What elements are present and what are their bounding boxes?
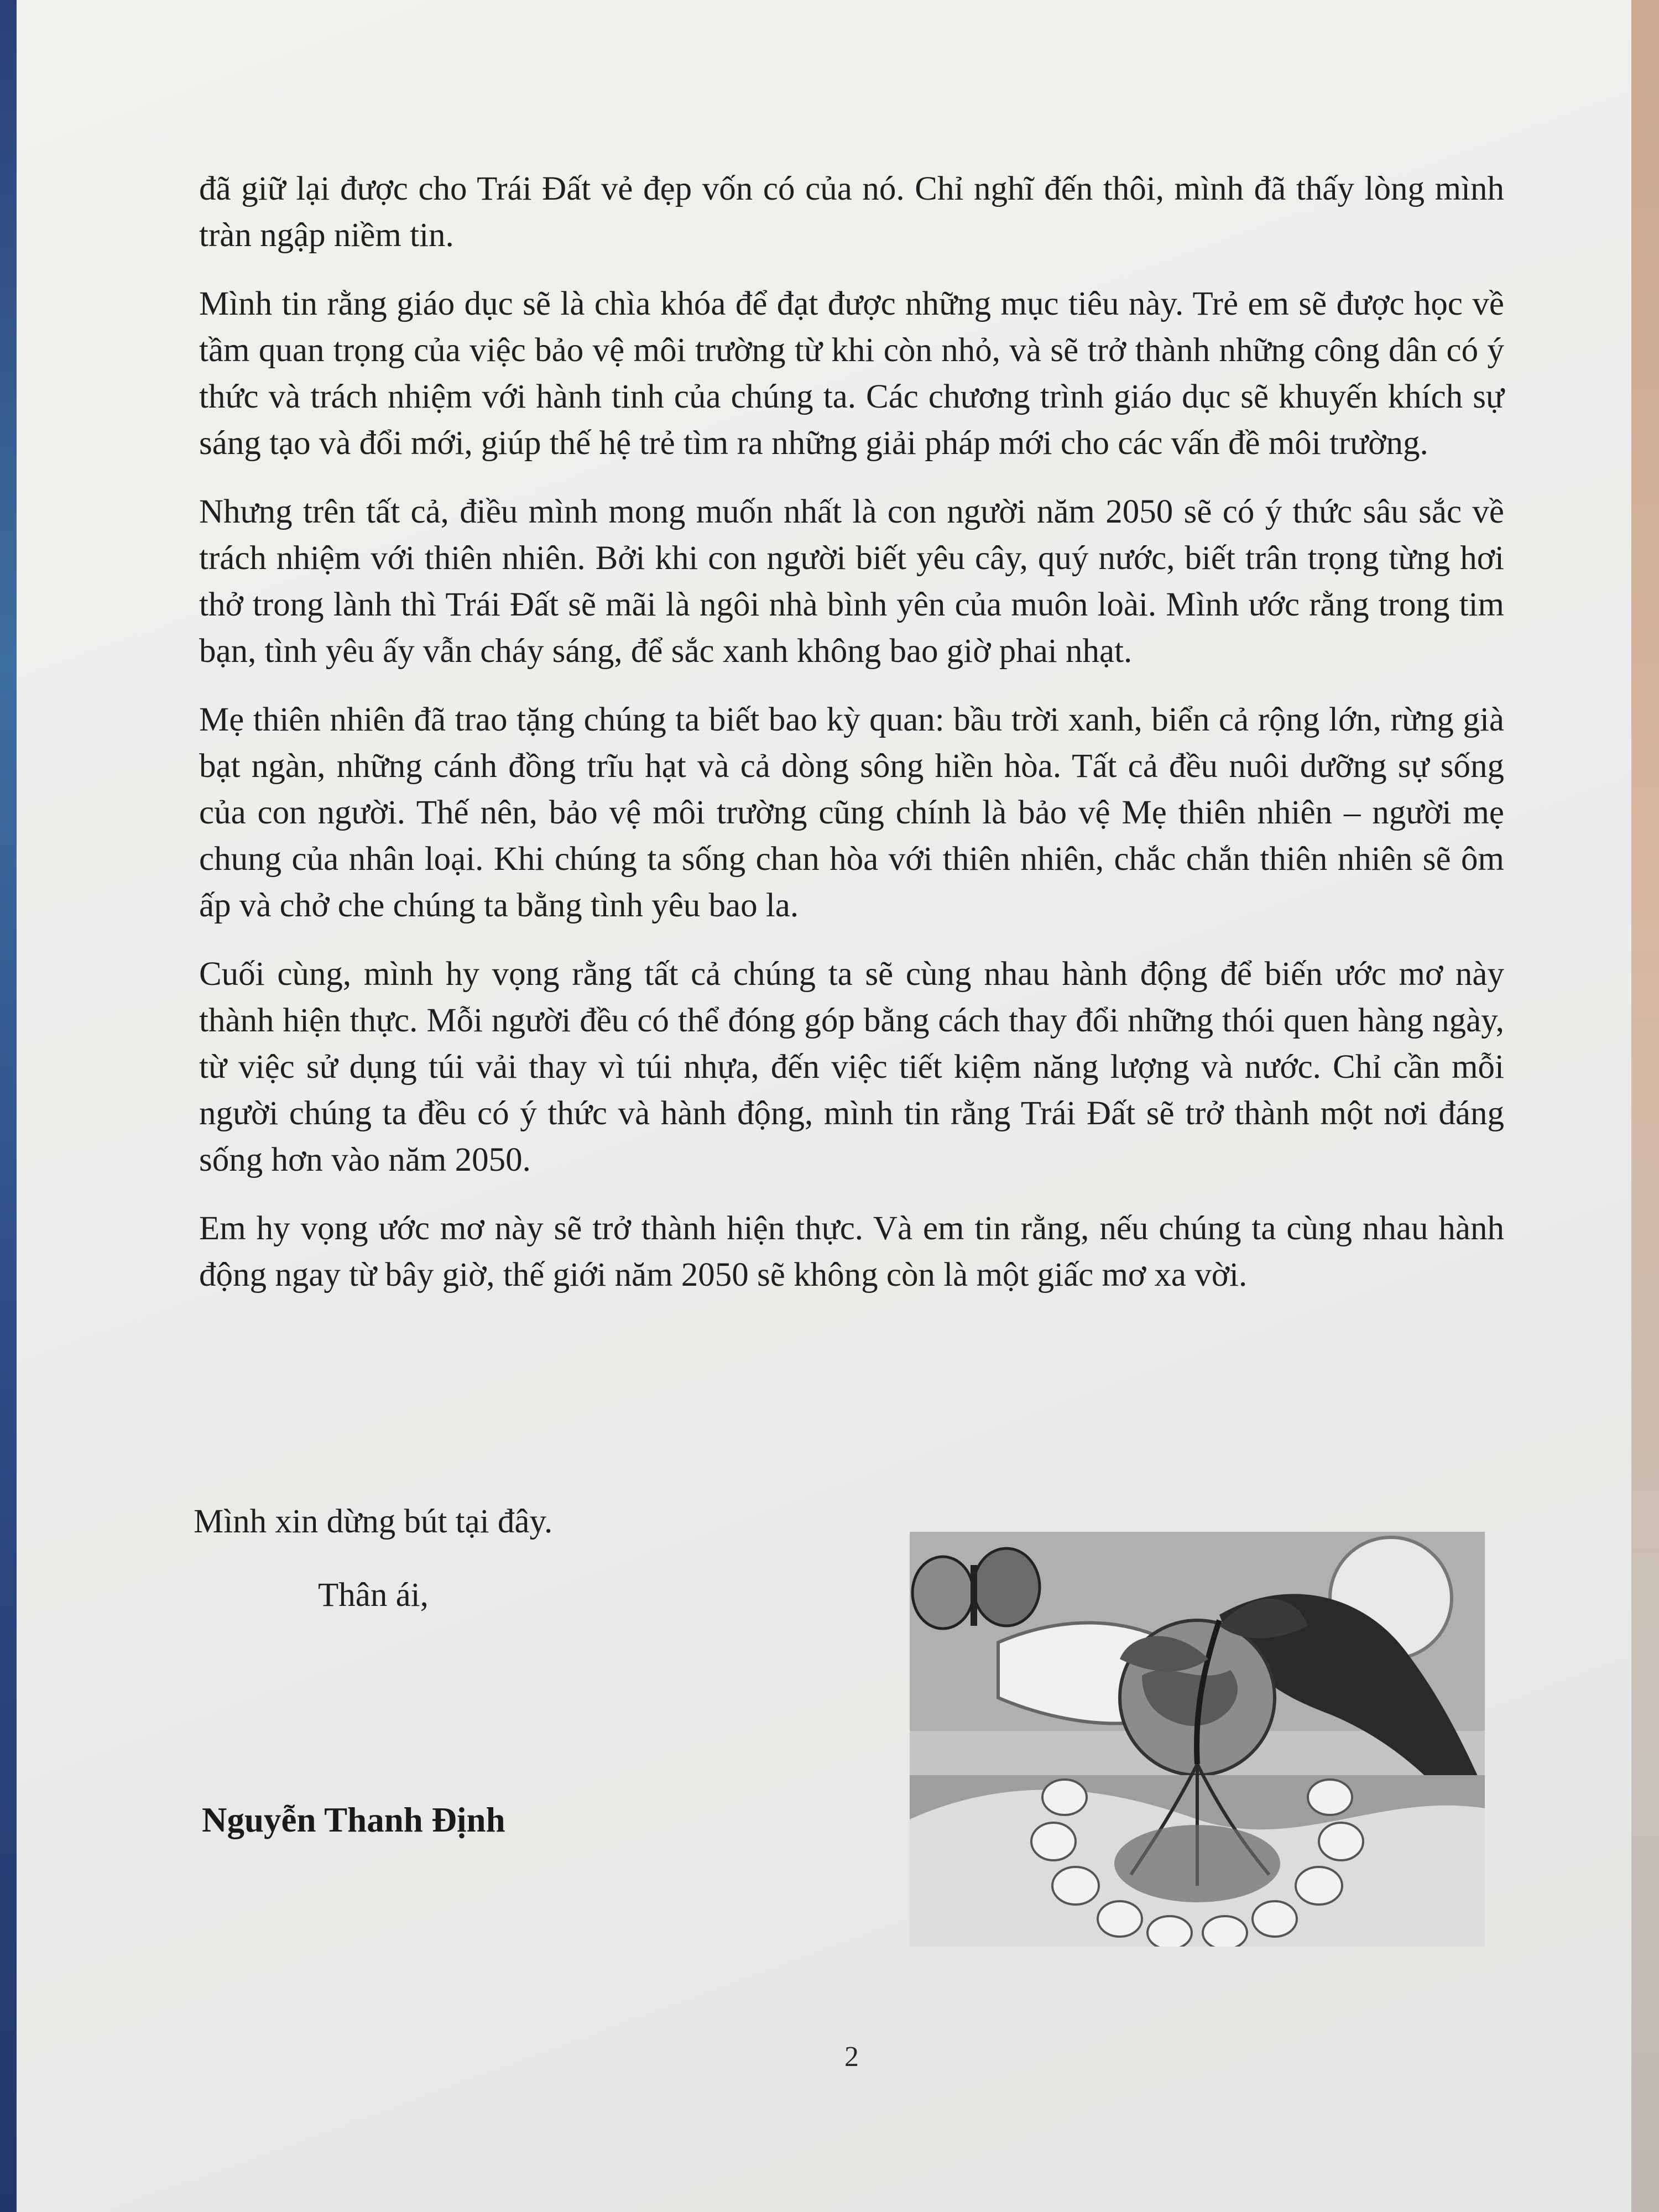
letter-body — [199, 166, 1504, 1321]
paragraph-4: Mẹ thiên nhiên đã trao tặng chúng ta biết bao kỳ quan: bầu trời xanh, biển cả rộng lớn, rừng già bạt ngàn, những cánh đồng trĩu hạt và cả dòng sông hiền hòa. Tất cả đều nuôi dưỡng sự sống của con người. Thế nên, bảo vệ môi trường cũng chính là bảo vệ Mẹ thiên nhiên – người mẹ chung của nhân loại. Khi chúng ta sống chan hòa với thiên nhiên, chắc chắn thiên nhiên sẽ ôm ấp và chở che chúng ta bằng tình yêu bao la. — [199, 701, 1504, 924]
paragraph-5: Cuối cùng, mình hy vọng rằng tất cả chúng ta sẽ cùng nhau hành động để biến ước mơ này thành hiện thực. Mỗi người đều có thể đóng góp bằng cách thay đổi những thói quen hàng ngày, từ việc sử dụng túi vải thay vì túi nhựa, đến việc tiết kiệm năng lượng và nước. Chỉ cần mỗi người chúng ta đều có ý thức và hành động, mình tin rằng Trái Đất sẽ trở thành một nơi đáng sống hơn vào năm 2050. — [199, 956, 1504, 1178]
letter-page — [17, 0, 1631, 2212]
illustration-drawing — [910, 1532, 1485, 1947]
paragraph-1: đã giữ lại được cho Trái Đất vẻ đẹp vốn có của nó. Chỉ nghĩ đến thôi, mình đã thấy lòng mình tràn ngập niềm tin. — [199, 170, 1504, 254]
closing-line: Mình xin dừng bút tại đây. — [194, 1503, 553, 1540]
hands-protecting-plant-illustration — [910, 1532, 1485, 1947]
signature-name: Nguyễn Thanh Định — [202, 1801, 505, 1839]
paragraph-3: Nhưng trên tất cả, điều mình mong muốn nhất là con người năm 2050 sẽ có ý thức sâu sắc về trách nhiệm với thiên nhiên. Bởi khi con người biết yêu cây, quý nước, biết trân trọng từng hơi thở trong lành thì Trái Đất sẽ mãi là ngôi nhà bình yên của muôn loài. Mình ước rằng trong tim bạn, tình yêu ấy vẫn cháy sáng, để sắc xanh không bao giờ phai nhạt. — [199, 493, 1504, 670]
page-number: 2 — [844, 2041, 859, 2073]
paragraph-6: Em hy vọng ước mơ này sẽ trở thành hiện thực. Và em tin rằng, nếu chúng ta cùng nhau hành động ngay từ bây giờ, thế giới năm 2050 sẽ không còn là một giấc mơ xa vời. — [199, 1210, 1504, 1293]
paragraph-2: Mình tin rằng giáo dục sẽ là chìa khóa để đạt được những mục tiêu này. Trẻ em sẽ được học về tầm quan trọng của việc bảo vệ môi trường từ khi còn nhỏ, và sẽ trở thành những công dân có ý thức và trách nhiệm với hành tinh của chúng ta. Các chương trình giáo dục sẽ khuyến khích sự sáng tạo và đổi mới, giúp thế hệ trẻ tìm ra những giải pháp mới cho các vấn đề môi trường. — [199, 285, 1504, 462]
greeting-line: Thân ái, — [318, 1577, 429, 1614]
